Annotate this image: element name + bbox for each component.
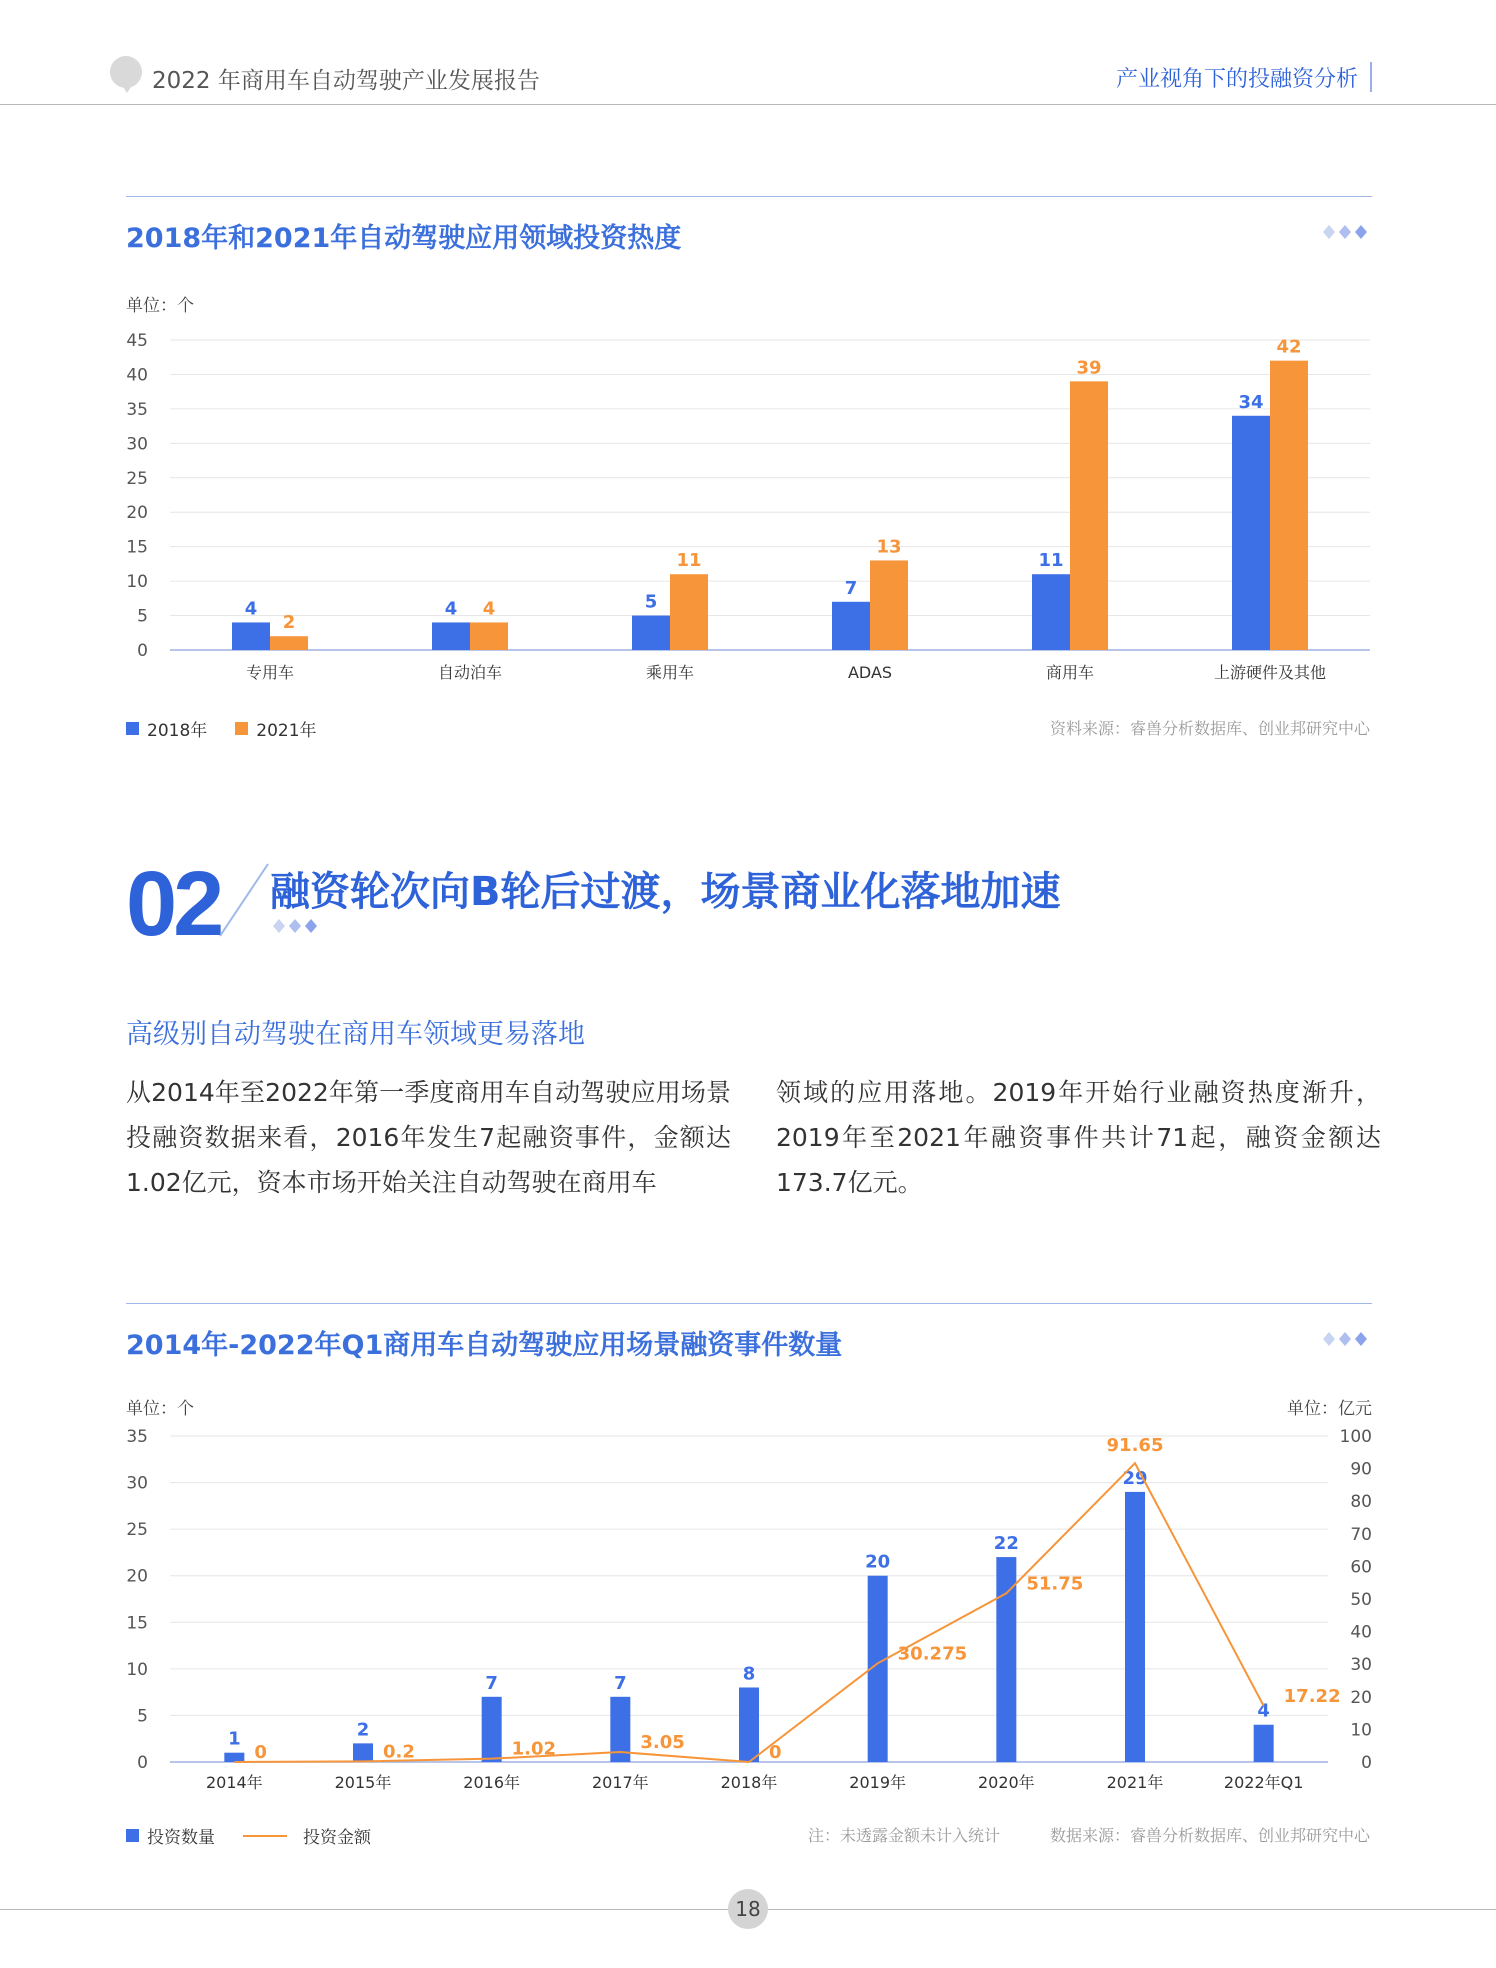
- chart2-y2-tick: 0: [1361, 1753, 1372, 1773]
- chart2-legend: [126, 1823, 371, 1848]
- chart1-y-tick: 15: [126, 537, 148, 558]
- section-number: 02: [126, 853, 221, 955]
- chart2-x-tick: 2021年: [1106, 1773, 1164, 1792]
- chart2-x-tick: 2015年: [334, 1773, 392, 1792]
- chart2-y2-tick: 100: [1339, 1427, 1372, 1447]
- chart1-bar: [870, 560, 908, 650]
- chart2-y2-tick: 50: [1350, 1590, 1372, 1610]
- chart1-bar: [670, 574, 708, 650]
- chart1-data-label: 42: [1276, 336, 1302, 358]
- chart1-data-label: 4: [444, 598, 458, 620]
- chart2-line-label: 51.75: [1026, 1573, 1084, 1595]
- chart2-y2-tick: 60: [1350, 1557, 1372, 1578]
- chart2-bar-label: 20: [865, 1551, 891, 1573]
- section-slash: [218, 862, 270, 938]
- section-diamonds-icon: [272, 918, 320, 934]
- paragraph-left: 从2014年至2022年第一季度商用车自动驾驶应用场景投融资数据来看，2016年发生7起融资事件，金额达1.02亿元，资本市场开始关注自动驾驶在商用车: [126, 1078, 731, 1197]
- chart2-y-tick: 20: [126, 1566, 148, 1587]
- chart2-line-label: 0: [769, 1742, 782, 1763]
- chart2-note: 注：未透露金额未计入统计: [808, 1826, 1001, 1845]
- chart2-x-tick: 2016年: [463, 1773, 521, 1792]
- chart2-source: 数据来源：睿兽分析数据库、创业邦研究中心: [1049, 1826, 1370, 1845]
- legend-label-2018: 2018年: [147, 721, 208, 741]
- chart1-svg: [110, 320, 1380, 690]
- chart1-data-label: 11: [1038, 550, 1064, 572]
- chart2-line-label: 1.02: [511, 1738, 557, 1760]
- chart1-data-label: 13: [876, 536, 902, 558]
- legend-label-amount: 投资金额: [303, 1828, 371, 1848]
- chart2-unit-right: 单位：亿元: [1287, 1399, 1372, 1419]
- chart1-data-label: 34: [1238, 391, 1264, 413]
- chart1-data-label: 11: [676, 550, 702, 572]
- chart2-line-label: 3.05: [640, 1732, 685, 1754]
- header-logo-icon: [110, 56, 142, 88]
- chart2-y2-tick: 30: [1350, 1655, 1372, 1676]
- chart2-bar-label: 8: [742, 1663, 756, 1685]
- chart2-line-label: 17.22: [1283, 1685, 1341, 1707]
- chart2-y-tick: 0: [137, 1753, 148, 1773]
- chart1-bar: [270, 636, 308, 650]
- chart2-bar-label: 4: [1257, 1700, 1270, 1722]
- chart1-bar: [432, 622, 470, 650]
- chart1-y-tick: 45: [126, 331, 148, 351]
- chart2-bar-label: 7: [485, 1672, 498, 1694]
- chart2-top-rule: [126, 1303, 1372, 1304]
- chart2-svg: [110, 1420, 1386, 1800]
- chart2-x-tick: 2020年: [977, 1773, 1035, 1792]
- chart2-bar-label: 2: [356, 1719, 370, 1741]
- chart2-y2-tick: 90: [1350, 1459, 1372, 1480]
- chart1-data-label: 2: [282, 612, 296, 634]
- chart1-data-label: 4: [244, 598, 258, 620]
- chart1-bar: [632, 616, 670, 650]
- chart2-bar: [224, 1753, 244, 1762]
- chart2-bar-label: 1: [228, 1728, 241, 1750]
- chart1-bar: [232, 622, 270, 650]
- chart1-y-tick: 35: [126, 399, 148, 420]
- header-divider: [1370, 62, 1372, 92]
- report-title: 2022 年商用车自动驾驶产业发展报告: [152, 68, 540, 94]
- paragraph-right: 领域的应用落地。2019年开始行业融资热度渐升，2019年至2021年融资事件共计71起，融资金额达173.7亿元。: [776, 1078, 1381, 1197]
- chart2-bar: [353, 1743, 373, 1762]
- header-rule: [0, 104, 1496, 105]
- page-number: 18: [728, 1889, 768, 1929]
- chart1-x-tick: 专用车: [245, 663, 295, 682]
- chart1-y-tick: 40: [126, 365, 148, 386]
- chart2-title: 2014年-2022年Q1商用车自动驾驶应用场景融资事件数量: [126, 1330, 843, 1361]
- chart1-x-tick: 上游硬件及其他: [1213, 663, 1327, 682]
- chart1-unit: 单位：个: [126, 296, 194, 316]
- chart2-x-tick: 2017年: [591, 1773, 649, 1792]
- chart1-top-rule: [126, 196, 1372, 197]
- chart2-bar-label: 29: [1122, 1467, 1148, 1489]
- diamonds-icon: [1322, 1331, 1370, 1347]
- chart2-y2-tick: 10: [1350, 1720, 1372, 1741]
- chart1-y-tick: 0: [137, 641, 148, 661]
- legend-swatch-2021: [235, 722, 248, 735]
- legend-label-count: 投资数量: [147, 1828, 215, 1848]
- chart1-x-tick: ADAS: [847, 663, 893, 682]
- chart2-line-label: 0: [254, 1742, 267, 1763]
- chart2-line-label: 91.65: [1106, 1435, 1164, 1457]
- chart1-bar: [470, 622, 508, 650]
- chart1-bar: [1232, 416, 1270, 650]
- legend-swatch-count: [126, 1829, 139, 1842]
- chart2-y2-tick: 20: [1350, 1687, 1372, 1708]
- section-name: 产业视角下的投融资分析: [1115, 67, 1358, 92]
- chart1-source: 资料来源：睿兽分析数据库、创业邦研究中心: [1049, 719, 1370, 738]
- legend-line-amount: [243, 1835, 287, 1837]
- chart2-y-tick: 35: [126, 1427, 148, 1447]
- chart2-x-tick: 2018年: [720, 1773, 778, 1792]
- chart2-bar: [482, 1697, 502, 1762]
- chart2-y2-tick: 70: [1350, 1524, 1372, 1545]
- chart2-bar: [1125, 1492, 1145, 1762]
- chart1-x-tick: 自动泊车: [437, 663, 503, 682]
- chart1-data-label: 5: [644, 591, 658, 613]
- legend-swatch-2018: [126, 722, 139, 735]
- chart2-x-tick: 2022年Q1: [1223, 1773, 1304, 1792]
- chart1-title: 2018年和2021年自动驾驶应用领域投资热度: [126, 223, 682, 254]
- chart2-y2-tick: 40: [1350, 1622, 1372, 1643]
- chart2-x-tick: 2019年: [849, 1773, 907, 1792]
- chart2-bar: [996, 1557, 1016, 1762]
- chart1-y-tick: 20: [126, 503, 148, 524]
- diamonds-icon: [1322, 224, 1370, 240]
- chart2-y2-tick: 80: [1350, 1492, 1372, 1513]
- chart1-y-tick: 25: [126, 468, 148, 489]
- chart1-bar: [1070, 381, 1108, 650]
- legend-label-2021: 2021年: [256, 721, 317, 741]
- chart1-y-tick: 5: [137, 606, 148, 627]
- chart1-bar: [1032, 574, 1070, 650]
- chart1-y-tick: 30: [126, 434, 148, 455]
- chart2-y-tick: 25: [126, 1520, 148, 1541]
- chart2-y-tick: 10: [126, 1659, 148, 1680]
- chart2-bar: [739, 1687, 759, 1762]
- chart2-y-tick: 15: [126, 1613, 148, 1634]
- chart1-data-label: 39: [1076, 357, 1102, 379]
- chart2-bar-label: 7: [614, 1672, 627, 1694]
- chart1-y-tick: 10: [126, 572, 148, 593]
- chart1-data-label: 7: [844, 577, 858, 599]
- chart2-y-tick: 5: [137, 1706, 148, 1727]
- chart2-line-label: 0.2: [383, 1741, 415, 1763]
- chart2-bar-label: 22: [993, 1533, 1019, 1555]
- sub-heading: 高级别自动驾驶在商用车领域更易落地: [126, 1019, 585, 1050]
- section-heading: 融资轮次向B轮后过渡，场景商业化落地加速: [270, 869, 1061, 915]
- chart2-bar: [1254, 1725, 1274, 1762]
- chart2-y-tick: 30: [126, 1473, 148, 1494]
- chart1-x-tick: 乘用车: [645, 663, 695, 682]
- chart1-x-tick: 商用车: [1045, 663, 1095, 682]
- chart1-data-label: 4: [482, 598, 496, 620]
- chart1-bar: [1270, 361, 1308, 650]
- chart2-unit-left: 单位：个: [126, 1399, 194, 1419]
- chart1-bar: [832, 602, 870, 650]
- chart1-legend: [126, 716, 317, 741]
- chart2-x-tick: 2014年: [205, 1773, 263, 1792]
- chart2-line-label: 30.275: [897, 1643, 968, 1665]
